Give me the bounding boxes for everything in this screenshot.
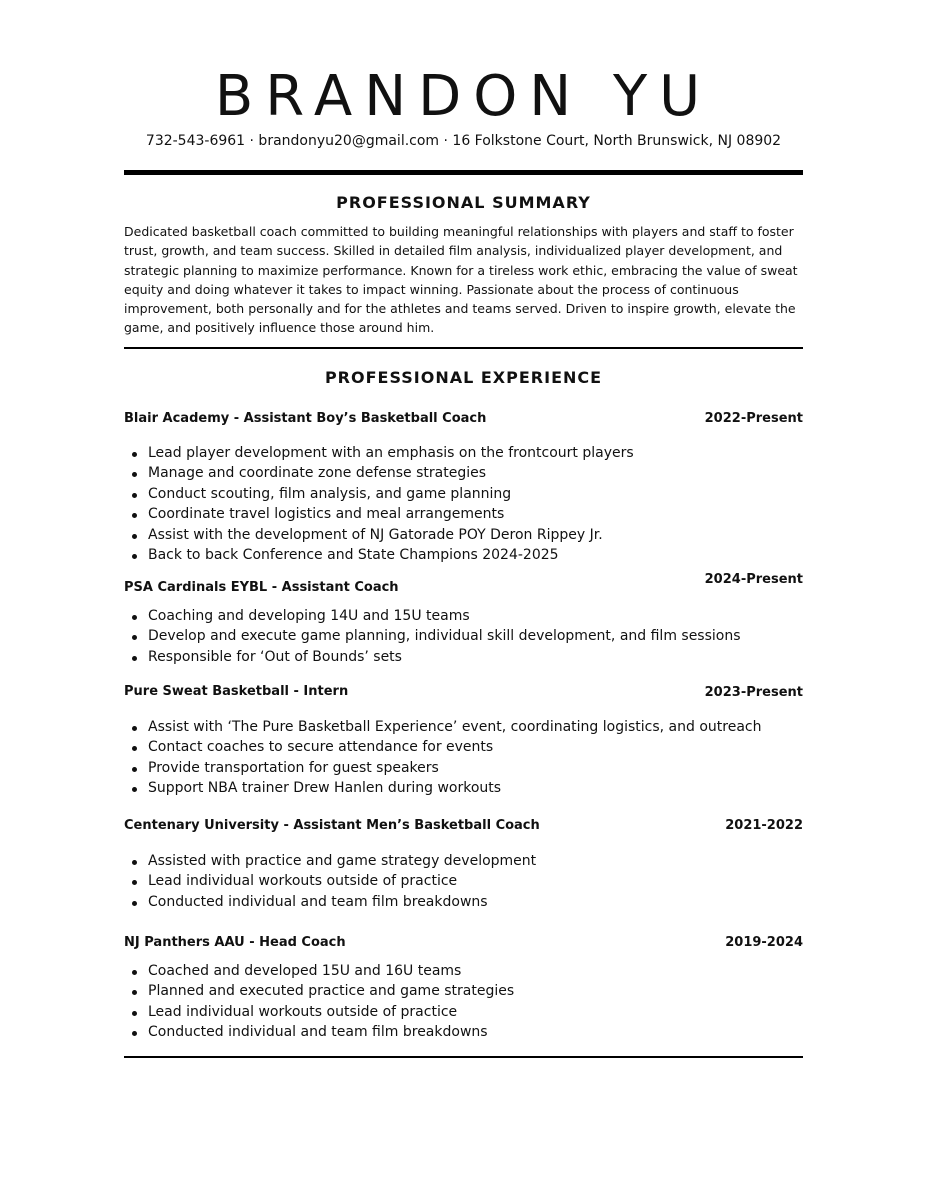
list-item: Coordinate travel logistics and meal arrangements xyxy=(124,504,803,524)
job-title: Blair Academy - Assistant Boy’s Basketball Coach xyxy=(124,411,487,426)
summary-text: Dedicated basketball coach committed to building meaningful relationships with players and staff to foster trust, growth, and team success. Skilled in detailed film analysis, individualized player development, and strategic planning to maximize performance. Known for a tireless work ethic, embracing the value of sweat equity and doing whatever it takes to impact winning. Passionate about the process of continuous improvement, both personally and for the athletes and teams served. Driven to inspire growth, elevate the game, and positively influence those around him. xyxy=(124,224,798,336)
job-date: 2021-2022 xyxy=(725,818,803,833)
summary-divider xyxy=(124,347,803,349)
list-item: Coached and developed 15U and 16U teams xyxy=(124,961,803,981)
list-item: Lead individual workouts outside of practice xyxy=(124,871,803,891)
list-item: Lead individual workouts outside of practice xyxy=(124,1002,803,1022)
job-date: 2023-Present xyxy=(704,685,803,700)
job-entry xyxy=(124,409,803,429)
list-item: Assisted with practice and game strategy development xyxy=(124,851,803,871)
list-item: Conducted individual and team film breakdowns xyxy=(124,892,803,912)
list-item: Lead player development with an emphasis on the frontcourt players xyxy=(124,443,803,463)
list-item: Conduct scouting, film analysis, and game planning xyxy=(124,484,803,504)
list-item: Back to back Conference and State Champions 2024-2025 xyxy=(124,545,803,565)
job-title: Pure Sweat Basketball - Intern xyxy=(124,684,349,699)
list-item: Assist with ‘The Pure Basketball Experience’ event, coordinating logistics, and outreach xyxy=(124,717,803,737)
list-item: Responsible for ‘Out of Bounds’ sets xyxy=(124,647,803,667)
list-item: Conducted individual and team film breakdowns xyxy=(124,1022,803,1042)
experience-heading: PROFESSIONAL EXPERIENCE xyxy=(324,368,603,387)
job-date: 2024-Present xyxy=(704,572,803,587)
job-title: Centenary University - Assistant Men’s Basketball Coach xyxy=(124,818,540,833)
candidate-name: BRANDON YU xyxy=(214,64,713,129)
job-entry xyxy=(124,572,803,598)
job-bullets xyxy=(124,606,803,667)
job-bullets xyxy=(124,961,803,1043)
job-bullets xyxy=(124,851,803,912)
summary-heading: PROFESSIONAL SUMMARY xyxy=(336,193,591,212)
list-item: Develop and execute game planning, individual skill development, and film sessions xyxy=(124,626,803,646)
job-bullets xyxy=(124,443,803,565)
header-divider xyxy=(124,170,803,175)
job-title: NJ Panthers AAU - Head Coach xyxy=(124,935,346,950)
list-item: Coaching and developing 14U and 15U teams xyxy=(124,606,803,626)
list-item: Planned and executed practice and game strategies xyxy=(124,981,803,1001)
list-item: Provide transportation for guest speakers xyxy=(124,758,803,778)
list-item: Contact coaches to secure attendance for events xyxy=(124,737,803,757)
list-item: Manage and coordinate zone defense strategies xyxy=(124,463,803,483)
list-item: Support NBA trainer Drew Hanlen during workouts xyxy=(124,778,803,798)
job-date: 2019-2024 xyxy=(725,935,803,950)
job-entry xyxy=(124,682,803,702)
contact-info: 732-543-6961 · brandonyu20@gmail.com · 16 Folkstone Court, North Brunswick, NJ 08902 xyxy=(145,133,782,149)
job-bullets xyxy=(124,717,803,799)
job-date: 2022-Present xyxy=(704,411,803,426)
job-title: PSA Cardinals EYBL - Assistant Coach xyxy=(124,580,399,595)
job-entry xyxy=(124,933,803,953)
list-item: Assist with the development of NJ Gatorade POY Deron Rippey Jr. xyxy=(124,525,803,545)
job-entry xyxy=(124,816,803,836)
experience-divider xyxy=(124,1056,803,1058)
